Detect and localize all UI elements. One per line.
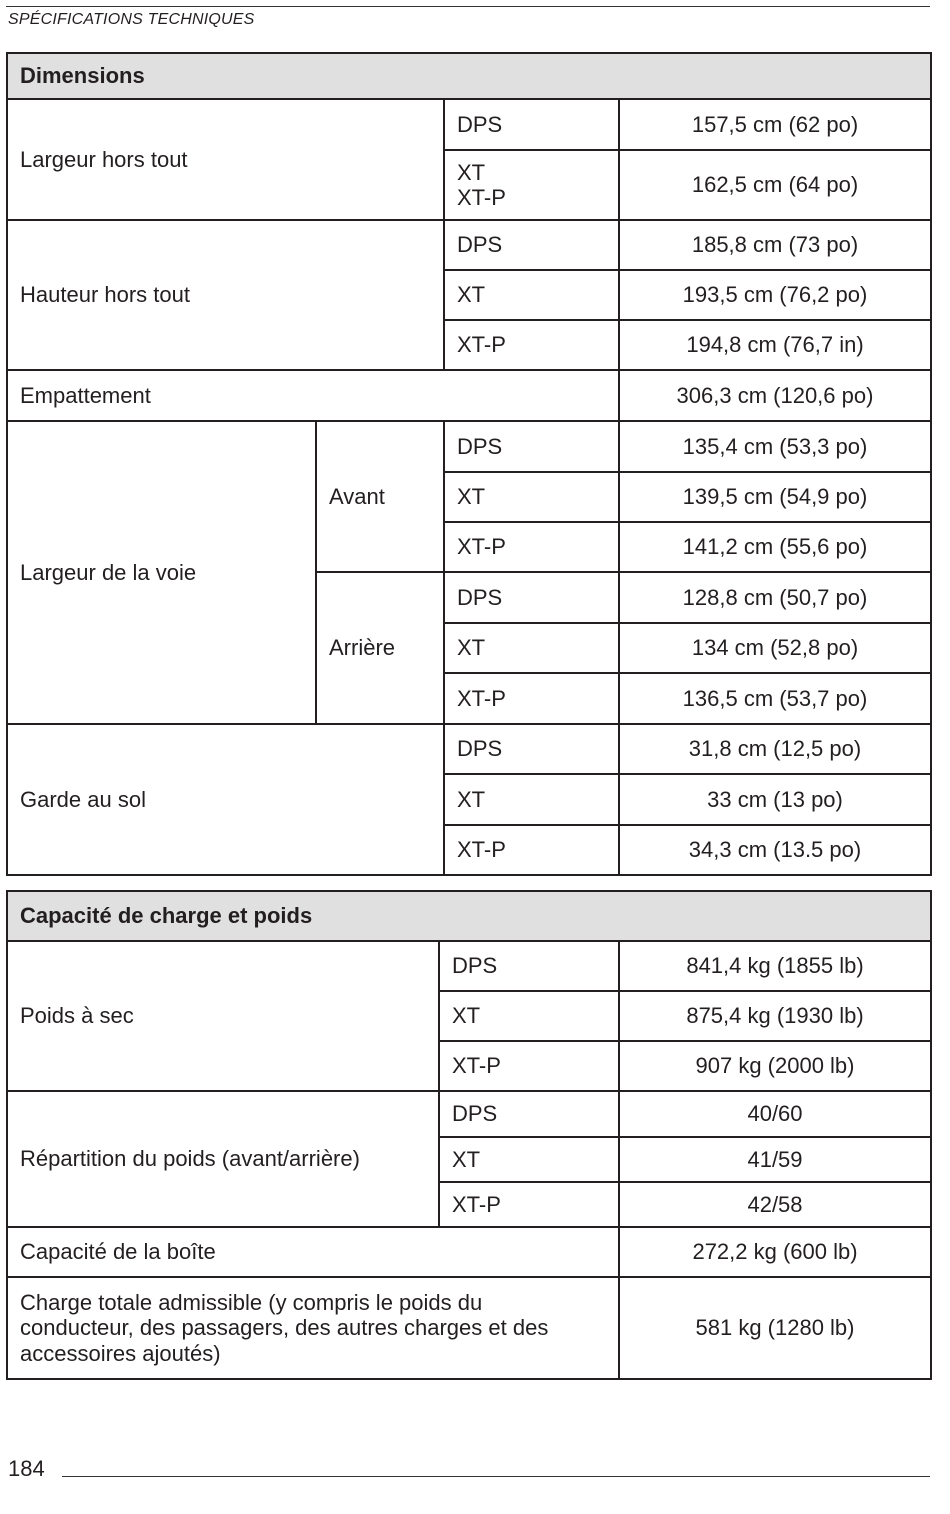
sub-label-arriere: Arrière [316, 572, 444, 724]
value-cell: 134 cm (52,8 po) [619, 623, 931, 673]
sub-label-avant: Avant [316, 421, 444, 572]
value-cell: 40/60 [619, 1091, 931, 1137]
row-label-empattement: Empattement [7, 370, 619, 421]
model-cell: XT-P [444, 825, 619, 875]
model-cell: DPS [444, 724, 619, 774]
page-number: 184 [8, 1456, 45, 1481]
value-cell: 162,5 cm (64 po) [619, 150, 931, 220]
model-cell: XT-P [444, 320, 619, 370]
row-label-hauteur-hors-tout: Hauteur hors tout [7, 220, 444, 370]
dimensions-table [6, 52, 932, 876]
model-cell: XT [439, 991, 619, 1041]
value-cell: 581 kg (1280 lb) [619, 1277, 931, 1379]
value-cell: 33 cm (13 po) [619, 774, 931, 825]
row-label-capacite-boite: Capacité de la boîte [7, 1227, 619, 1277]
value-cell: 157,5 cm (62 po) [619, 99, 931, 150]
value-cell: 875,4 kg (1930 lb) [619, 991, 931, 1041]
model-cell: XT [444, 623, 619, 673]
model-cell: XT XT-P [444, 150, 619, 220]
model-cell: XT-P [444, 673, 619, 724]
dimensions-title: Dimensions [7, 53, 931, 99]
value-cell: 34,3 cm (13.5 po) [619, 825, 931, 875]
value-cell: 139,5 cm (54,9 po) [619, 472, 931, 522]
value-cell: 141,2 cm (55,6 po) [619, 522, 931, 572]
value-cell: 128,8 cm (50,7 po) [619, 572, 931, 623]
capacity-table [6, 890, 932, 1380]
model-cell: XT [444, 774, 619, 825]
model-cell: XT [439, 1137, 619, 1182]
header-rule [6, 6, 930, 7]
value-cell: 185,8 cm (73 po) [619, 220, 931, 270]
row-label-poids-sec: Poids à sec [7, 941, 439, 1091]
section-header: SPÉCIFICATIONS TECHNIQUES [8, 11, 255, 28]
model-cell: DPS [444, 220, 619, 270]
model-cell: XT [444, 472, 619, 522]
row-label-largeur-hors-tout: Largeur hors tout [7, 99, 444, 220]
value-cell: 272,2 kg (600 lb) [619, 1227, 931, 1277]
model-cell: DPS [439, 1091, 619, 1137]
capacity-title: Capacité de charge et poids [7, 891, 931, 941]
row-label-garde-au-sol: Garde au sol [7, 724, 444, 875]
value-cell: 41/59 [619, 1137, 931, 1182]
model-cell: XT-P [439, 1041, 619, 1091]
value-cell: 841,4 kg (1855 lb) [619, 941, 931, 991]
value-cell: 135,4 cm (53,3 po) [619, 421, 931, 472]
model-cell: XT [444, 270, 619, 320]
value-cell: 907 kg (2000 lb) [619, 1041, 931, 1091]
value-cell: 136,5 cm (53,7 po) [619, 673, 931, 724]
value-cell: 306,3 cm (120,6 po) [619, 370, 931, 421]
value-cell: 42/58 [619, 1182, 931, 1227]
value-cell: 193,5 cm (76,2 po) [619, 270, 931, 320]
row-label-largeur-voie: Largeur de la voie [7, 421, 316, 724]
row-label-charge-totale: Charge totale admissible (y compris le poids du conducteur, des passagers, des autres charges et des accessoires ajoutés) [7, 1277, 619, 1379]
model-cell: DPS [444, 421, 619, 472]
model-cell: DPS [444, 572, 619, 623]
value-cell: 31,8 cm (12,5 po) [619, 724, 931, 774]
model-cell: DPS [439, 941, 619, 991]
value-cell: 194,8 cm (76,7 in) [619, 320, 931, 370]
model-cell: XT-P [439, 1182, 619, 1227]
footer-rule [62, 1476, 930, 1477]
row-label-repartition: Répartition du poids (avant/arrière) [7, 1091, 439, 1227]
model-cell: DPS [444, 99, 619, 150]
model-cell: XT-P [444, 522, 619, 572]
